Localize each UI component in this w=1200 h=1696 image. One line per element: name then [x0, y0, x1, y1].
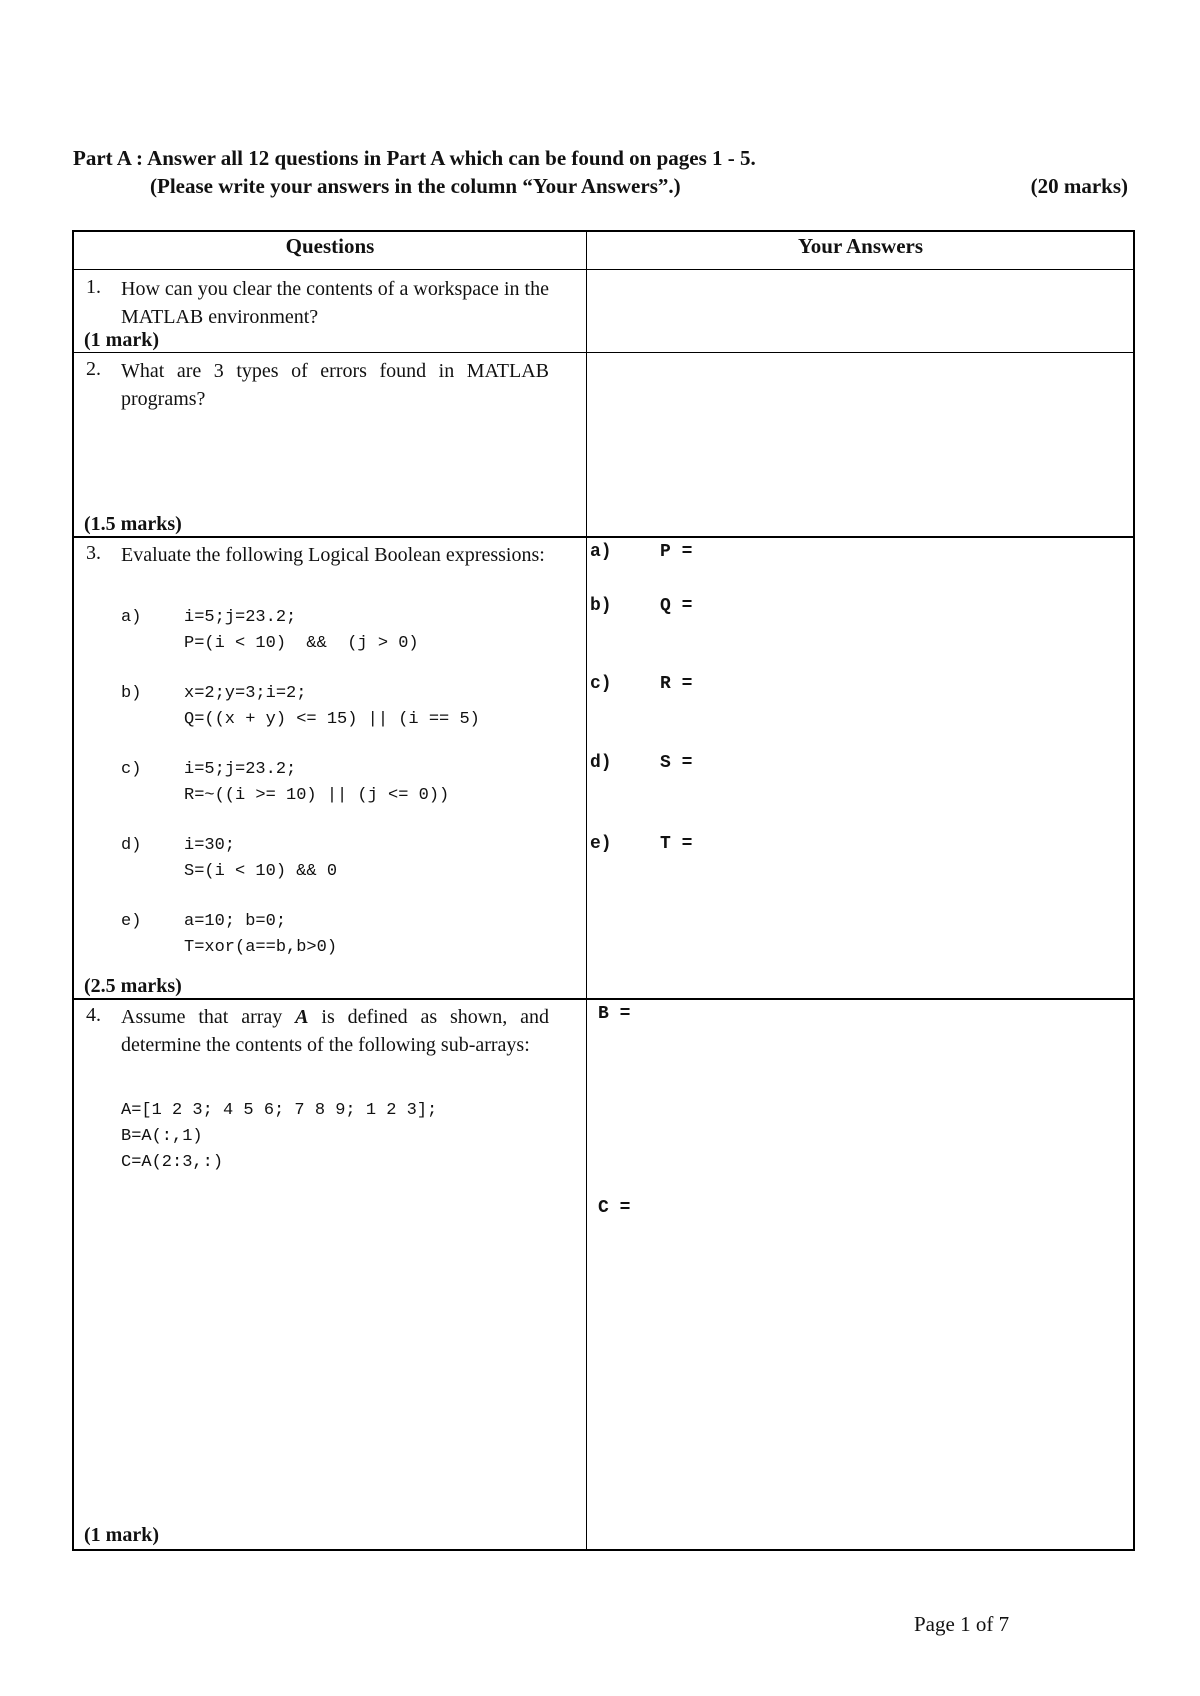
q3-item-code: i=30;	[184, 836, 236, 855]
q1-text: How can you clear the contents of a workspace in the MATLAB environment?	[121, 278, 549, 328]
total-marks: (20 marks)	[1030, 174, 1128, 198]
column-divider	[586, 232, 587, 1549]
q3-item-code: i=5;j=23.2;	[184, 608, 297, 627]
answers-column-header: Your Answers	[797, 234, 924, 258]
q1-number: 1.	[86, 276, 101, 298]
answer-label: a)	[590, 542, 612, 562]
q3-item-label: c)	[121, 760, 142, 779]
q3-item-code: a=10; b=0;	[184, 912, 287, 931]
q2-number: 2.	[86, 358, 101, 380]
q3-item-code: R=~((i >= 10) || (j <= 0))	[184, 786, 450, 805]
answer-label: d)	[590, 753, 612, 773]
questions-column-header: Questions	[285, 234, 375, 258]
row-divider	[74, 536, 1133, 538]
q3-item-label: d)	[121, 836, 142, 855]
q3-item-code: Q=((x + y) <= 15) || (i == 5)	[184, 710, 480, 729]
row-divider	[74, 998, 1133, 1000]
answer-label: e)	[590, 834, 612, 854]
answer-label: c)	[590, 674, 612, 694]
q2-text: What are 3 types of errors found in MATLAB programs?	[121, 360, 549, 410]
row-divider	[74, 352, 1133, 353]
answer-variable: C =	[598, 1198, 631, 1218]
header-row-divider	[74, 269, 1133, 270]
q1-marks: (1 mark)	[84, 329, 159, 351]
answer-variable: S =	[660, 753, 693, 773]
array-name: A	[295, 1006, 309, 1028]
q3-item-code: x=2;y=3;i=2;	[184, 684, 307, 703]
page-number: Page 1 of 7	[914, 1612, 1010, 1636]
q4-number: 4.	[86, 1004, 101, 1026]
q3-item-code: S=(i < 10) && 0	[184, 862, 338, 881]
q3-item-code: T=xor(a==b,b>0)	[184, 938, 338, 957]
q3-item-label: b)	[121, 684, 142, 703]
q3-marks: (2.5 marks)	[84, 975, 182, 997]
q4-text: Assume that array A is defined as shown, and determine the contents of the following sub-arrays:	[121, 1006, 549, 1056]
q3-number: 3.	[86, 542, 101, 564]
question-table	[72, 230, 1135, 1551]
q3-item-code: i=5;j=23.2;	[184, 760, 297, 779]
q2-marks: (1.5 marks)	[84, 513, 182, 535]
q4-code-line: C=A(2:3,:)	[121, 1153, 224, 1172]
q3-item-code: P=(i < 10) && (j > 0)	[184, 634, 419, 653]
answer-variable: R =	[660, 674, 693, 694]
q4-code-line: A=[1 2 3; 4 5 6; 7 8 9; 1 2 3];	[121, 1101, 438, 1120]
instruction-line: (Please write your answers in the column “Your Answers”.)	[150, 174, 681, 198]
q3-item-label: a)	[121, 608, 142, 627]
q3-text: Evaluate the following Logical Boolean expressions:	[121, 544, 545, 566]
answer-variable: B =	[598, 1004, 631, 1024]
q4-code-line: B=A(:,1)	[121, 1127, 203, 1146]
answer-variable: Q =	[660, 596, 693, 616]
answer-variable: T =	[660, 834, 693, 854]
part-a-heading: Part A : Answer all 12 questions in Part A which can be found on pages 1 - 5.	[73, 146, 756, 170]
answer-label: b)	[590, 596, 612, 616]
answer-variable: P =	[660, 542, 693, 562]
q3-item-label: e)	[121, 912, 142, 931]
q4-marks: (1 mark)	[84, 1524, 159, 1546]
